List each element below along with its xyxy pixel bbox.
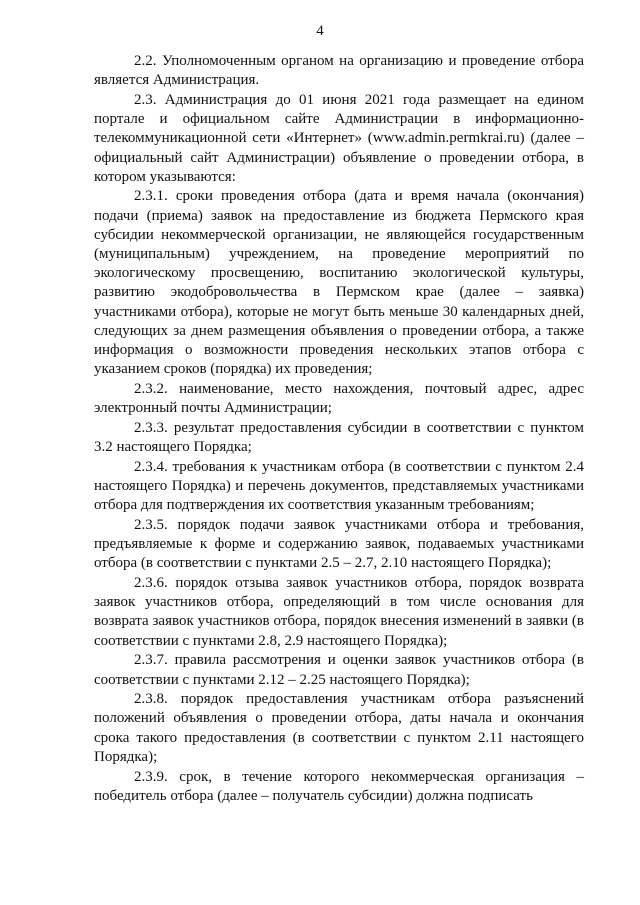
paragraph-2-3-2: 2.3.2. наименование, место нахождения, почтовый адрес, адрес электронный почты Администрации; (94, 380, 584, 417)
document-body (94, 52, 584, 806)
paragraph-2-3-6: 2.3.6. порядок отзыва заявок участников отбора, порядок возврата заявок участников отбора, определяющий в том числе основания для возврата заявок участников отбора, порядок внесения изменений в заявки (в соответствии с пунктами 2.8, 2.9 настоящего Порядка); (94, 574, 584, 649)
paragraph-2-3: 2.3. Администрация до 01 июня 2021 года размещает на едином портале и официальном сайте Администрации в информационно-телекоммуникационной сети «Интернет» (www.admin.permkrai.ru) (далее – официальный сайт Администрации) объявление о проведении отбора, в котором указываются: (94, 91, 584, 185)
paragraph-2-3-8: 2.3.8. порядок предоставления участникам отбора разъяснений положений объявления о проведении отбора, даты начала и окончания срока такого предоставления (в соответствии с пунктом 2.11 настоящего Порядка); (94, 691, 584, 765)
paragraph-2-2: 2.2. Уполномоченным органом на организацию и проведение отбора является Администрация. (94, 53, 584, 89)
paragraph-2-3-4: 2.3.4. требования к участникам отбора (в соответствии с пунктом 2.4 настоящего Порядка) и перечень документов, представляемых участниками отбора для подтверждения их соответствия указанным требованиям; (94, 458, 584, 514)
paragraph-2-3-7: 2.3.7. правила рассмотрения и оценки заявок участников отбора (в соответствии с пунктами 2.12 – 2.25 настоящего Порядка); (94, 652, 584, 688)
paragraph-2-3-1: 2.3.1. сроки проведения отбора (дата и время начала (окончания) подачи (приема) заявок на предоставление из бюджета Пермского края субсидии некоммерческой организации, не являющейся государственным (муниципальным) учреждением, на проведение мероприятий по экологическому просвещению, воспитанию экологической культуры, развитию экодобровольчества в Пермском крае (далее – заявка) участниками отбора), которые не могут быть меньше 30 календарных дней, следующих за днем размещения объявления о проведении отбора, а также информация о возможности проведения нескольких этапов отбора с указанием сроков (порядка) их проведения; (94, 188, 584, 378)
paragraph-2-3-3: 2.3.3. результат предоставления субсидии в соответствии с пунктом 3.2 настоящего Порядка; (94, 419, 584, 456)
paragraph-2-3-5: 2.3.5. порядок подачи заявок участниками отбора и требования, предъявляемые к форме и содержанию заявок, подаваемых участниками отбора (в соответствии с пунктами 2.5 – 2.7, 2.10 настоящего Порядка); (94, 516, 584, 572)
page-number: 4 (316, 23, 324, 39)
paragraph-2-3-9: 2.3.9. срок, в течение которого некоммерческая организация – победитель отбора (далее – получатель субсидии) должна подписать (94, 768, 584, 804)
